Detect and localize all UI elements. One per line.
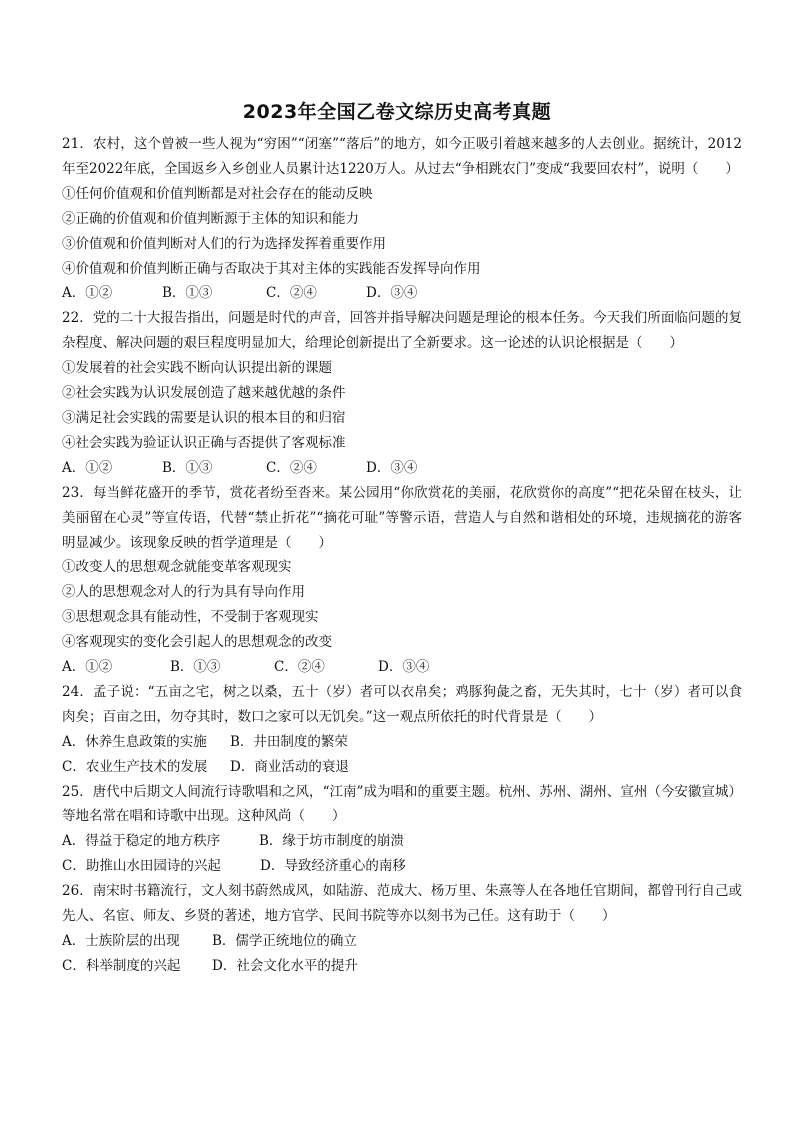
option-d: D．社会文化水平的提升 [212, 957, 358, 974]
question-25-options-cd [62, 854, 742, 879]
question-23-item-3: ③思想观念具有能动性，不受制于客观现实 [62, 609, 319, 626]
option-b: B．①③ [162, 285, 213, 302]
question-22-options [62, 456, 742, 481]
option-c: C．②④ [266, 459, 317, 476]
question-26-stem: 26．南宋时书籍流行，文人刻书蔚然成风，如陆游、范成大、杨万里、朱熹等人在各地任官期间，都曾刊行自己或先人、名宦、师友、乡贤的著述，地方官学、民间书院等亦以刻书为己任。这有助于（ ） [62, 883, 742, 925]
option-a: A．士族阶层的出现 [62, 933, 180, 949]
question-23-item-4: ④客观现实的变化会引起人的思想观念的改变 [62, 634, 332, 651]
question-23-options [62, 655, 742, 680]
question-25-stem: 25．唐代中后期文人间流行诗歌唱和之风，“江南”成为唱和的重要主题。杭州、苏州、湖州、宣州（今安徽宣城）等地名常在唱和诗歌中出现。这种风尚（ ） [62, 783, 742, 825]
option-a: A．①② [62, 285, 113, 302]
question-21-item-2: ②正确的价值观和价值判断源于主体的知识和能力 [62, 210, 359, 227]
option-a: A．休养生息政策的实施 [62, 733, 207, 750]
option-b: B．①③ [162, 459, 213, 476]
question-22-stem: 22．党的二十大报告指出，问题是时代的声音，回答并指导解决问题是理论的根本任务。今天我们所面临问题的复杂程度、解决问题的艰巨程度明显加大，给理论创新提出了全新要求。这一论述的认识论根据是（ ） [62, 310, 742, 352]
option-c: C．②④ [266, 285, 317, 302]
option-c: C．科举制度的兴起 [62, 957, 181, 974]
option-d: D．商业活动的衰退 [230, 758, 349, 775]
question-21-item-1: ①任何价值观和价值判断都是对社会存在的能动反映 [62, 185, 373, 202]
question-21-item-3: ③价值观和价值判断对人们的行为选择发挥着重要作用 [62, 235, 386, 252]
question-24-options-ab [62, 730, 742, 755]
questions [62, 132, 742, 979]
question-21-options [62, 281, 742, 306]
option-a: A．得益于稳定的地方秩序 [62, 833, 221, 850]
option-c: C．助推山水田园诗的兴起 [62, 858, 221, 875]
question-26-options-ab [62, 929, 742, 954]
option-d: D．③④ [366, 285, 418, 302]
option-c: C．农业生产技术的发展 [62, 758, 208, 775]
question-26-options-cd [62, 954, 742, 979]
question-22-item-1: ①发展着的社会实践不断向认识提出新的课题 [62, 360, 332, 377]
question-22-item-2: ②社会实践为认识发展创造了越来越优越的条件 [62, 385, 346, 402]
option-b: B．①③ [170, 659, 221, 676]
question-22-item-4: ④社会实践为验证认识正确与否提供了客观标准 [62, 434, 346, 451]
question-23-stem: 23．每当鲜花盛开的季节，赏花者纷至沓来。某公园用“你欣赏花的美丽，花欣赏你的高度”“把花朵留在枝头，让美丽留在心灵”等宣传语，代替“禁止折花”“摘花可耻”等警示语，营造人与自然和谐相处的环境，违规摘花的游客明显减少。该现象反映的哲学道理是（ ） [62, 484, 742, 551]
option-b: B．井田制度的繁荣 [230, 733, 348, 750]
option-b: B．儒学正统地位的确立 [212, 933, 357, 949]
question-24-options-cd [62, 755, 742, 780]
option-d: D．导致经济重心的南移 [260, 858, 406, 875]
option-b: B．缘于坊市制度的崩溃 [259, 833, 404, 850]
question-24-stem: 24．孟子说：“五亩之宅，树之以桑，五十（岁）者可以衣帛矣；鸡豚狗彘之畜，无失其时，七十（岁）者可以食肉矣；百亩之田，勿夺其时，数口之家可以无饥矣。”这一观点所依托的时代背景是（ ） [62, 683, 742, 725]
question-22-item-3: ③满足社会实践的需要是认识的根本目的和归宿 [62, 409, 346, 426]
option-d: D．③④ [378, 659, 430, 676]
option-c: C．②④ [274, 659, 325, 676]
question-21-stem: 21．农村，这个曾被一些人视为“穷困”“闭塞”“落后”的地方，如今正吸引着越来越多的人去创业。据统计，2012年至2022年底，全国返乡入乡创业人员累计达1220万人。从过去“争相跳农门”变成“我要回农村”，说明（ ） [62, 136, 742, 177]
option-d: D．③④ [366, 459, 418, 476]
question-23-item-1: ①改变人的思想观念就能变革客观现实 [62, 559, 292, 576]
question-23-item-2: ②人的思想观念对人的行为具有导向作用 [62, 584, 305, 601]
page-title: 2023年全国乙卷文综历史高考真题 [242, 101, 552, 123]
option-a: A．①② [62, 659, 113, 676]
question-25-options-ab [62, 829, 742, 854]
question-21-item-4: ④价值观和价值判断正确与否取决于其对主体的实践能否发挥导向作用 [62, 260, 481, 277]
option-a: A．①② [62, 459, 113, 476]
